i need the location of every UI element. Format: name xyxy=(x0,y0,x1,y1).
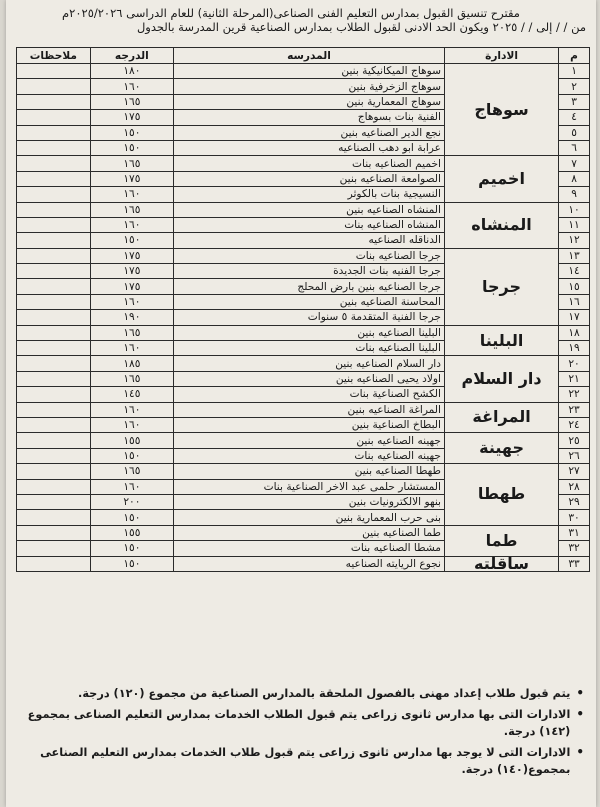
administration-name: دار السلام xyxy=(444,356,558,402)
school-name: البلينا الصناعيه بنات xyxy=(173,341,444,356)
school-name: المستشار حلمى عبد الاخر الصناعية بنات xyxy=(173,479,444,494)
administration-name: اخميم xyxy=(444,156,558,202)
row-number: ٢٣ xyxy=(559,402,590,417)
row-number: ١٩ xyxy=(559,341,590,356)
minimum-grade: ١٦٠ xyxy=(90,417,173,432)
notes-cell xyxy=(17,541,91,556)
table-row xyxy=(17,433,590,448)
column-header-grade: الدرجه xyxy=(90,48,173,64)
school-name: جهينه الصناعيه بنين xyxy=(173,433,444,448)
notes-cell xyxy=(17,125,91,140)
school-name: بنهو الالكترونيات بنين xyxy=(173,494,444,509)
school-name: طهطا الصناعيه بنين xyxy=(173,464,444,479)
row-number: ٢٥ xyxy=(559,433,590,448)
minimum-grade: ١٥٠ xyxy=(90,556,173,571)
notes-cell xyxy=(17,202,91,217)
administration-name: ساقلته xyxy=(444,556,558,571)
school-name: اولاد يحيى الصناعيه بنين xyxy=(173,371,444,386)
school-name: المنشاه الصناعيه بنات xyxy=(173,217,444,232)
row-number: ٢٤ xyxy=(559,417,590,432)
school-name: بنى حرب المعمارية بنين xyxy=(173,510,444,525)
school-name: سوهاج الميكانيكية بنين xyxy=(173,64,444,79)
notes-cell xyxy=(17,94,91,109)
minimum-grade: ١٧٥ xyxy=(90,264,173,279)
administration-name: البلينا xyxy=(444,325,558,356)
row-number: ٣١ xyxy=(559,525,590,540)
header-subtitle: من / / إلى / / ٢٠٢٥ ويكون الحد الادنى لقبول الطلاب بمدارس الصناعية قرين المدرسة بالجدول xyxy=(136,20,586,34)
row-number: ٧ xyxy=(559,156,590,171)
administration-name: سوهاج xyxy=(444,64,558,156)
notes-cell xyxy=(17,233,91,248)
notes-list xyxy=(22,685,584,782)
notes-cell xyxy=(17,325,91,340)
notes-cell xyxy=(17,79,91,94)
minimum-grade: ١٦٠ xyxy=(90,341,173,356)
minimum-grade: ١٥٠ xyxy=(90,541,173,556)
table-row xyxy=(17,356,590,371)
row-number: ٤ xyxy=(559,110,590,125)
school-name: سوهاج المعمارية بنين xyxy=(173,94,444,109)
notes-cell xyxy=(17,217,91,232)
notes-cell xyxy=(17,387,91,402)
school-name: مشطا الصناعيه بنات xyxy=(173,541,444,556)
row-number: ١٠ xyxy=(559,202,590,217)
school-name: الكشح الصناعية بنات xyxy=(173,387,444,402)
table-row xyxy=(17,156,590,171)
administration-name: طهطا xyxy=(444,464,558,526)
note-item xyxy=(22,685,584,702)
bullet-icon: • xyxy=(576,686,584,700)
school-name: نجوع الريايته الصناعيه xyxy=(173,556,444,571)
row-number: ١٧ xyxy=(559,310,590,325)
row-number: ١٨ xyxy=(559,325,590,340)
table-row xyxy=(17,556,590,571)
column-header-school: المدرسه xyxy=(173,48,444,64)
row-number: ٢٠ xyxy=(559,356,590,371)
minimum-grade: ١٥٥ xyxy=(90,525,173,540)
row-number: ١٣ xyxy=(559,248,590,263)
table-body xyxy=(17,64,590,572)
table-row xyxy=(17,248,590,263)
notes-cell xyxy=(17,433,91,448)
minimum-grade: ١٥٠ xyxy=(90,125,173,140)
row-number: ٢٩ xyxy=(559,494,590,509)
table-row xyxy=(17,402,590,417)
note-text: الادارات التى بها مدارس ثانوى زراعى يتم قبول الطلاب الخدمات بمدارس التعليم الصناعى بمجموع (١٤٢) درجة. xyxy=(27,708,571,738)
notes-cell xyxy=(17,479,91,494)
row-number: ٢٦ xyxy=(559,448,590,463)
school-name: طما الصناعيه بنين xyxy=(173,525,444,540)
school-name: اخميم الصناعيه بنات xyxy=(173,156,444,171)
school-name: المحاسنة الصناعيه بنين xyxy=(173,294,444,309)
school-name: الصوامعة الصناعيه بنين xyxy=(173,171,444,186)
minimum-grade: ١٦٠ xyxy=(90,79,173,94)
school-name: جرجا الفنيه بنات الجديدة xyxy=(173,264,444,279)
school-name: جرجا الصناعيه بنات xyxy=(173,248,444,263)
document-sheet xyxy=(6,0,596,807)
notes-cell xyxy=(17,341,91,356)
row-number: ٣٢ xyxy=(559,541,590,556)
notes-cell xyxy=(17,171,91,186)
notes-cell xyxy=(17,356,91,371)
notes-cell xyxy=(17,371,91,386)
bullet-icon: • xyxy=(576,745,584,759)
row-number: ٢١ xyxy=(559,371,590,386)
notes-cell xyxy=(17,187,91,202)
administration-name: المنشاه xyxy=(444,202,558,248)
column-header-num: م xyxy=(559,48,590,64)
school-name: الدناقله الصناعيه xyxy=(173,233,444,248)
note-text: الادارات التى لا يوجد بها مدارس ثانوى زراعى يتم قبول طلاب الخدمات بمدارس التعليم الصناعى بمجموع(١٤٠) درجة. xyxy=(40,746,571,776)
row-number: ١١ xyxy=(559,217,590,232)
minimum-grade: ١٦٥ xyxy=(90,371,173,386)
note-item xyxy=(22,744,584,778)
table-row xyxy=(17,64,590,79)
notes-cell xyxy=(17,494,91,509)
notes-cell xyxy=(17,264,91,279)
minimum-grade: ١٦٠ xyxy=(90,402,173,417)
table-header-row xyxy=(17,48,590,64)
notes-cell xyxy=(17,140,91,155)
minimum-grade: ١٦٥ xyxy=(90,94,173,109)
minimum-grade: ١٤٥ xyxy=(90,387,173,402)
row-number: ١ xyxy=(559,64,590,79)
notes-cell xyxy=(17,248,91,263)
school-name: جرجا الفنية المتقدمة ٥ سنوات xyxy=(173,310,444,325)
minimum-grade: ١٥٠ xyxy=(90,448,173,463)
school-name: عرابة ابو دهب الصناعيه xyxy=(173,140,444,155)
minimum-grade: ١٦٥ xyxy=(90,202,173,217)
row-number: ٢ xyxy=(559,79,590,94)
minimum-grade: ١٦٠ xyxy=(90,187,173,202)
school-name: النسيجية بنات بالكوثر xyxy=(173,187,444,202)
minimum-grade: ١٨٠ xyxy=(90,64,173,79)
notes-cell xyxy=(17,110,91,125)
notes-cell xyxy=(17,310,91,325)
row-number: ١٥ xyxy=(559,279,590,294)
minimum-grade: ١٥٥ xyxy=(90,433,173,448)
row-number: ١٢ xyxy=(559,233,590,248)
minimum-grade: ١٦٠ xyxy=(90,294,173,309)
notes-cell xyxy=(17,64,91,79)
admission-table xyxy=(16,47,590,572)
school-name: سوهاج الزخرفية بنين xyxy=(173,79,444,94)
notes-cell xyxy=(17,448,91,463)
administration-name: جرجا xyxy=(444,248,558,325)
minimum-grade: ١٩٠ xyxy=(90,310,173,325)
column-header-notes: ملاحظات xyxy=(17,48,91,64)
minimum-grade: ١٧٥ xyxy=(90,248,173,263)
row-number: ٢٧ xyxy=(559,464,590,479)
school-name: البلينا الصناعيه بنين xyxy=(173,325,444,340)
row-number: ٦ xyxy=(559,140,590,155)
table-row xyxy=(17,464,590,479)
notes-cell xyxy=(17,510,91,525)
minimum-grade: ١٥٠ xyxy=(90,140,173,155)
note-item xyxy=(22,706,584,740)
administration-name: المراغة xyxy=(444,402,558,433)
minimum-grade: ٢٠٠ xyxy=(90,494,173,509)
school-name: جرجا الصناعيه بنين بارض المحلج xyxy=(173,279,444,294)
school-name: الفنية بنات بسوهاج xyxy=(173,110,444,125)
document-header xyxy=(16,6,586,34)
table-row xyxy=(17,525,590,540)
minimum-grade: ١٦٥ xyxy=(90,325,173,340)
minimum-grade: ١٧٥ xyxy=(90,171,173,186)
notes-cell xyxy=(17,556,91,571)
minimum-grade: ١٧٥ xyxy=(90,279,173,294)
school-name: جهينه الصناعيه بنات xyxy=(173,448,444,463)
administration-name: طما xyxy=(444,525,558,556)
notes-cell xyxy=(17,402,91,417)
table-row xyxy=(17,325,590,340)
row-number: ١٤ xyxy=(559,264,590,279)
row-number: ٢٨ xyxy=(559,479,590,494)
school-name: نجع الدير الصناعيه بنين xyxy=(173,125,444,140)
notes-cell xyxy=(17,464,91,479)
row-number: ٣ xyxy=(559,94,590,109)
header-title: مقترح تنسيق القبول بمدارس التعليم الفنى الصناعى(المرحلة الثانية) للعام الدراسى ٢٠٢٥/٢٠٢٦م xyxy=(62,6,520,20)
minimum-grade: ١٦٥ xyxy=(90,464,173,479)
school-name: دار السلام الصناعيه بنين xyxy=(173,356,444,371)
bullet-icon: • xyxy=(576,707,584,721)
notes-cell xyxy=(17,417,91,432)
notes-cell xyxy=(17,279,91,294)
minimum-grade: ١٥٠ xyxy=(90,510,173,525)
minimum-grade: ١٦٠ xyxy=(90,479,173,494)
minimum-grade: ١٦٠ xyxy=(90,217,173,232)
notes-cell xyxy=(17,294,91,309)
note-text: يتم قبول طلاب إعداد مهنى بالفصول الملحقة بالمدارس الصناعية من مجموع (١٢٠) درجة. xyxy=(78,687,571,700)
row-number: ٣٣ xyxy=(559,556,590,571)
minimum-grade: ١٦٥ xyxy=(90,156,173,171)
notes-cell xyxy=(17,156,91,171)
row-number: ٢٢ xyxy=(559,387,590,402)
school-name: البطاخ الصناعية بنين xyxy=(173,417,444,432)
row-number: ١٦ xyxy=(559,294,590,309)
minimum-grade: ١٨٥ xyxy=(90,356,173,371)
school-name: المراغة الصناعيه بنين xyxy=(173,402,444,417)
table-row xyxy=(17,202,590,217)
row-number: ٣٠ xyxy=(559,510,590,525)
notes-cell xyxy=(17,525,91,540)
row-number: ٥ xyxy=(559,125,590,140)
administration-name: جهينة xyxy=(444,433,558,464)
minimum-grade: ١٥٠ xyxy=(90,233,173,248)
minimum-grade: ١٧٥ xyxy=(90,110,173,125)
row-number: ٩ xyxy=(559,187,590,202)
school-name: المنشاه الصناعيه بنين xyxy=(173,202,444,217)
column-header-admin: الادارة xyxy=(444,48,558,64)
row-number: ٨ xyxy=(559,171,590,186)
